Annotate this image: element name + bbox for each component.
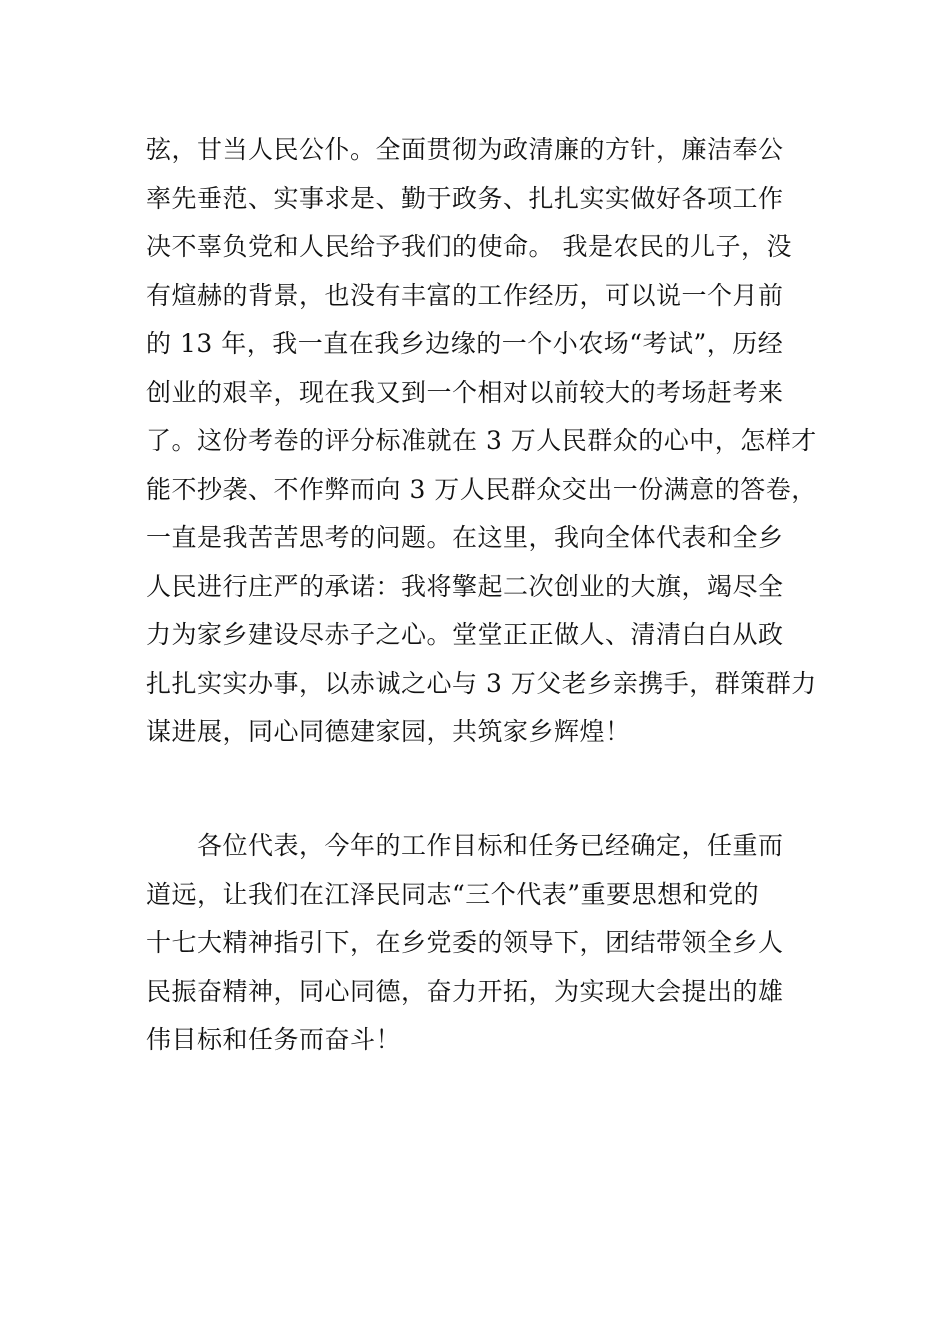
text-line: 决不辜负党和人民给予我们的使命。 我是农民的儿子，没 <box>146 232 792 261</box>
text-line: 了。这份考卷的评分标准就在 3 万人民群众的心中，怎样才 <box>146 426 817 455</box>
text-line: 道远，让我们在江泽民同志“三个代表”重要思想和党的 <box>146 879 760 909</box>
text-line: 创业的艰辛，现在我又到一个相对以前较大的考场赶考来 <box>146 377 784 407</box>
text-line: 力为家乡建设尽赤子之心。堂堂正正做人、清清白白从政 <box>146 620 784 649</box>
text-line: 十七大精神指引下，在乡党委的领导下，团结带领全乡人 <box>146 928 784 957</box>
text-line: 有煊赫的背景，也没有丰富的工作经历，可以说一个月前 <box>146 280 784 310</box>
text-line: 民振奋精神，同心同德，奋力开拓，为实现大会提出的雄 <box>146 976 784 1006</box>
text-line: 弦，甘当人民公仆。全面贯彻为政清廉的方针，廉洁奉公 <box>146 135 784 164</box>
paragraph-closing <box>146 822 816 1065</box>
paragraph-commitment <box>146 126 816 757</box>
text-line: 能不抄袭、不作弊而向 3 万人民群众交出一份满意的答卷， <box>146 474 817 504</box>
text-line: 谋进展，同心同德建家园，共筑家乡辉煌！ <box>146 717 631 746</box>
text-line: 一直是我苦苦思考的问题。在这里，我向全体代表和全乡 <box>146 523 784 552</box>
text-line: 伟目标和任务而奋斗！ <box>146 1025 402 1054</box>
text-line: 各位代表，今年的工作目标和任务已经确定，任重而 <box>146 831 784 860</box>
text-line: 扎扎实实办事，以赤诚之心与 3 万父老乡亲携手，群策群力 <box>146 668 817 698</box>
text-line: 的 13 年，我一直在我乡边缘的一个小农场“考试”，历经 <box>146 329 784 358</box>
text-line: 率先垂范、实事求是、勤于政务、扎扎实实做好各项工作 <box>146 183 784 213</box>
text-line: 人民进行庄严的承诺：我将擎起二次创业的大旗，竭尽全 <box>146 571 784 601</box>
